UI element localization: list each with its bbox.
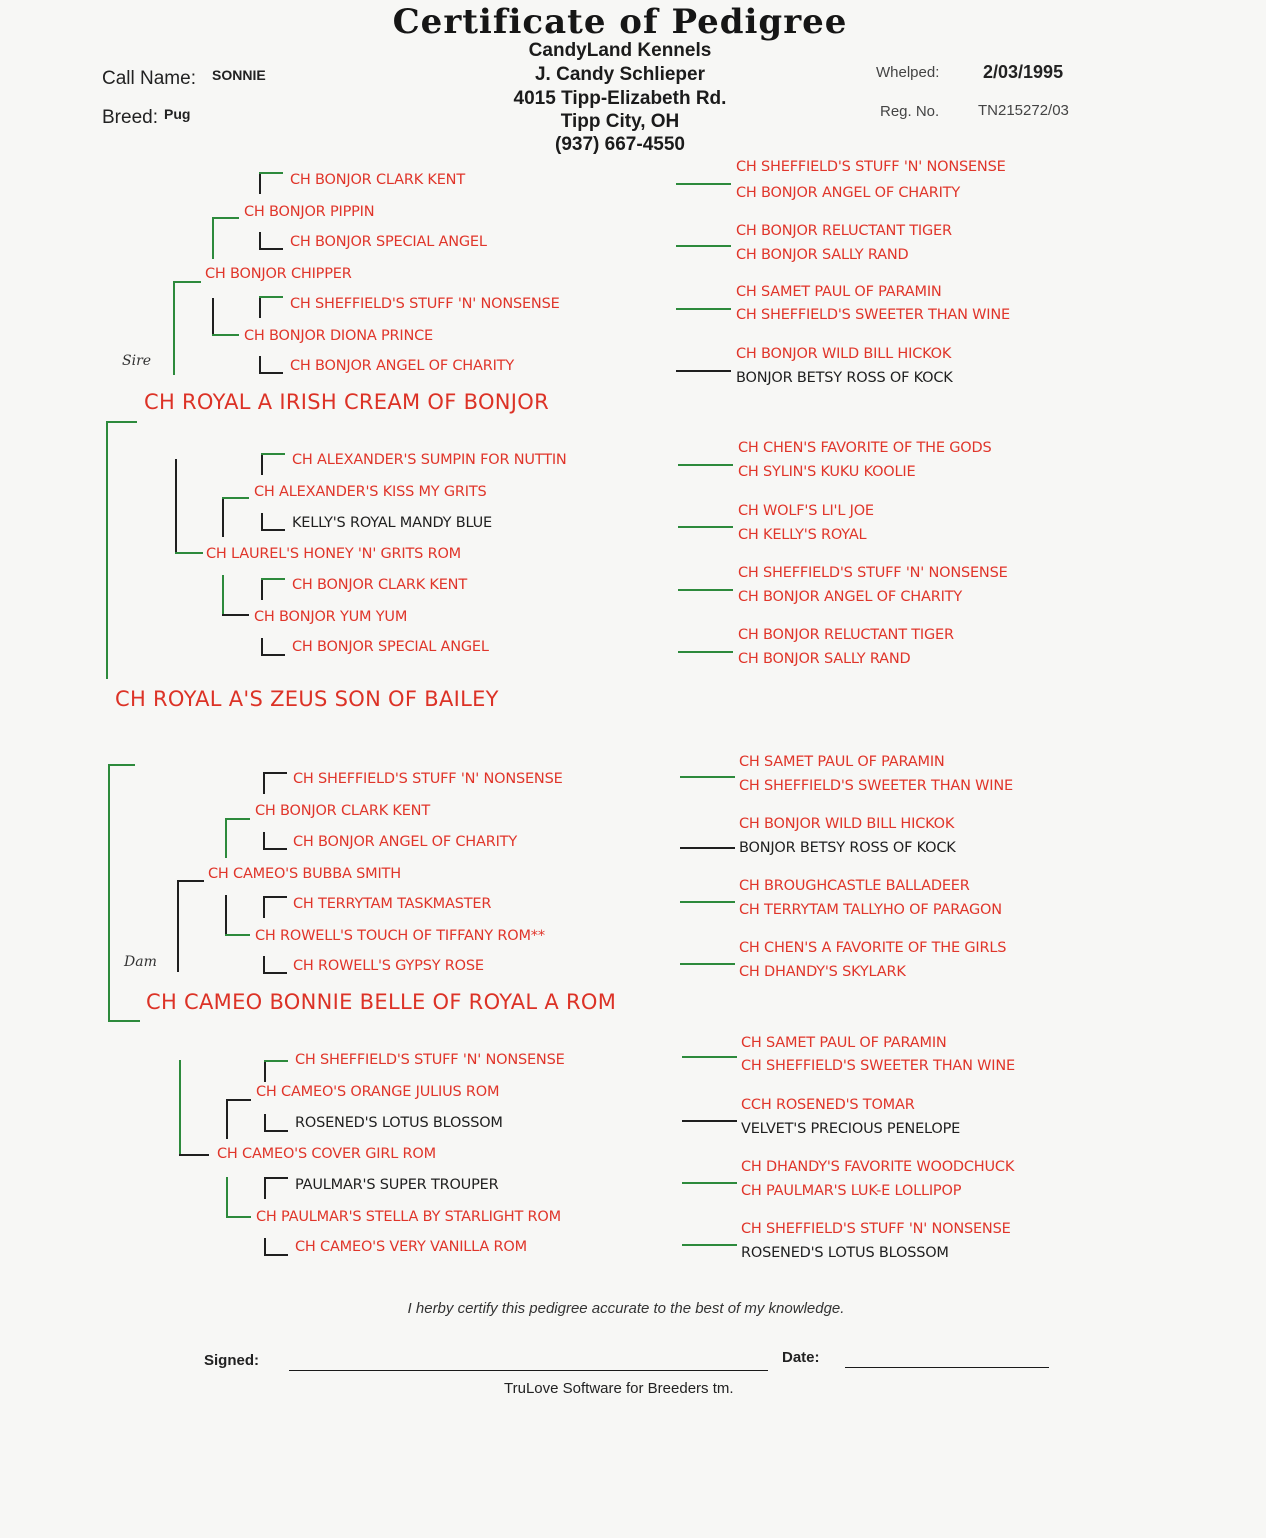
bracket-line <box>212 334 239 336</box>
bracket-line <box>108 1020 140 1022</box>
bracket-line <box>264 1254 288 1256</box>
fifth-gen-dam: ROSENED'S LOTUS BLOSSOM <box>741 1245 949 1261</box>
bracket-line <box>263 772 287 774</box>
certification-statement: I herby certify this pedigree accurate to the best of my knowledge. <box>407 1300 845 1317</box>
fifth-gen-dam: BONJOR BETSY ROSS OF KOCK <box>736 370 953 386</box>
bracket-line <box>106 421 108 679</box>
fifth-gen-dam: CH KELLY'S ROYAL <box>738 527 867 543</box>
ancestor-name: CH BONJOR ANGEL OF CHARITY <box>290 358 514 374</box>
bracket-line <box>225 934 250 936</box>
bracket-line <box>177 880 179 972</box>
connector-line <box>680 963 735 965</box>
bracket-line <box>226 1099 228 1139</box>
bracket-line <box>173 281 175 375</box>
fifth-gen-dam: CH PAULMAR'S LUK-E LOLLIPOP <box>741 1183 962 1199</box>
bracket-line <box>175 459 177 554</box>
ancestor-name: CH BONJOR ANGEL OF CHARITY <box>293 834 517 850</box>
call-name-value: SONNIE <box>212 67 266 83</box>
fifth-gen-sire: CCH ROSENED'S TOMAR <box>741 1097 915 1113</box>
ancestor-name: CH CAMEO'S COVER GIRL ROM <box>217 1146 436 1162</box>
bracket-line <box>226 1216 251 1218</box>
ancestor-name: CH LAUREL'S HONEY 'N' GRITS ROM <box>206 546 461 562</box>
ancestor-name: CH BONJOR YUM YUM <box>254 609 408 625</box>
bracket-line <box>177 880 204 882</box>
fifth-gen-sire: CH BROUGHCASTLE BALLADEER <box>739 878 970 894</box>
call-name-label: Call Name: <box>102 68 196 89</box>
fifth-gen-sire: CH SHEFFIELD'S STUFF 'N' NONSENSE <box>736 159 1006 175</box>
connector-line <box>682 1244 737 1246</box>
connector-line <box>680 776 735 778</box>
ancestor-name: CH ROWELL'S GYPSY ROSE <box>293 958 484 974</box>
ancestor-name: CH CAMEO'S ORANGE JULIUS ROM <box>256 1084 500 1100</box>
sire-label: Sire <box>122 353 152 369</box>
phone-number: (937) 667-4550 <box>555 134 685 155</box>
ancestor-name: CH TERRYTAM TASKMASTER <box>293 896 492 912</box>
bracket-line <box>263 848 287 850</box>
bracket-line <box>108 764 110 1022</box>
bracket-line <box>261 578 263 600</box>
bracket-line <box>263 972 287 974</box>
connector-line <box>678 651 733 653</box>
fifth-gen-dam: CH SHEFFIELD'S SWEETER THAN WINE <box>736 307 1010 323</box>
bracket-line <box>226 1177 228 1217</box>
ancestor-name: CH SHEFFIELD'S STUFF 'N' NONSENSE <box>290 296 560 312</box>
ancestor-name: CH BONJOR CLARK KENT <box>292 577 467 593</box>
kennel-name: CandyLand Kennels <box>528 40 712 61</box>
bracket-line <box>225 818 250 820</box>
connector-line <box>676 183 731 185</box>
reg-no-label: Reg. No. <box>880 103 940 120</box>
fifth-gen-dam: CH SHEFFIELD'S SWEETER THAN WINE <box>741 1058 1015 1074</box>
whelped-date: 2/03/1995 <box>983 62 1064 82</box>
fifth-gen-sire: CH DHANDY'S FAVORITE WOODCHUCK <box>741 1159 1015 1175</box>
fifth-gen-sire: CH SAMET PAUL OF PARAMIN <box>739 754 945 770</box>
bracket-line <box>263 772 265 794</box>
bracket-line <box>261 578 285 580</box>
connector-line <box>682 1120 737 1122</box>
bracket-line <box>259 248 283 250</box>
fifth-gen-dam: CH DHANDY'S SKYLARK <box>739 964 906 980</box>
certificate-title: Certificate of Pedigree <box>392 2 848 42</box>
ancestor-name: CH BONJOR DIONA PRINCE <box>244 328 434 344</box>
bracket-line <box>264 1130 288 1132</box>
fifth-gen-sire: CH SHEFFIELD'S STUFF 'N' NONSENSE <box>738 565 1008 581</box>
bracket-line <box>108 764 135 766</box>
connector-line <box>682 1182 737 1184</box>
software-credit: TruLove Software for Breeders tm. <box>504 1380 734 1397</box>
ancestor-name: CH SHEFFIELD'S STUFF 'N' NONSENSE <box>295 1052 565 1068</box>
fifth-gen-dam: CH BONJOR SALLY RAND <box>738 651 911 667</box>
bracket-line <box>261 453 285 455</box>
ancestor-name: CH BONJOR CLARK KENT <box>255 803 430 819</box>
dam-label: Dam <box>124 954 157 970</box>
bracket-line <box>259 296 261 318</box>
fifth-gen-dam: CH BONJOR SALLY RAND <box>736 247 909 263</box>
bracket-line <box>173 281 201 283</box>
bracket-line <box>259 172 261 194</box>
fifth-gen-dam: CH BONJOR ANGEL OF CHARITY <box>736 185 960 201</box>
fifth-gen-dam: CH SHEFFIELD'S SWEETER THAN WINE <box>739 778 1013 794</box>
connector-line <box>676 245 731 247</box>
fifth-gen-sire: CH CHEN'S FAVORITE OF THE GODS <box>738 440 992 456</box>
fifth-gen-sire: CH CHEN'S A FAVORITE OF THE GIRLS <box>739 940 1007 956</box>
bracket-line <box>106 421 137 423</box>
bracket-line <box>261 654 285 656</box>
fifth-gen-sire: CH BONJOR RELUCTANT TIGER <box>736 223 952 239</box>
fifth-gen-sire: CH BONJOR WILD BILL HICKOK <box>739 816 955 832</box>
reg-no-value: TN215272/03 <box>978 102 1069 119</box>
bracket-line <box>222 575 224 615</box>
bracket-line <box>179 1060 181 1156</box>
ancestor-name: CH BONJOR CHIPPER <box>205 266 352 282</box>
ancestor-name: PAULMAR'S SUPER TROUPER <box>295 1177 499 1193</box>
bracket-line <box>175 552 203 554</box>
bracket-line <box>212 217 214 259</box>
connector-line <box>678 526 733 528</box>
bracket-line <box>212 298 214 335</box>
ancestor-name: ROSENED'S LOTUS BLOSSOM <box>295 1115 503 1131</box>
ancestor-name: CH SHEFFIELD'S STUFF 'N' NONSENSE <box>293 771 563 787</box>
signature-line[interactable] <box>289 1370 768 1371</box>
subject-dog-name: CH ROYAL A'S ZEUS SON OF BAILEY <box>115 687 499 711</box>
fifth-gen-dam: VELVET'S PRECIOUS PENELOPE <box>741 1121 961 1137</box>
fifth-gen-dam: CH SYLIN'S KUKU KOOLIE <box>738 464 916 480</box>
ancestor-name: CH BONJOR SPECIAL ANGEL <box>292 639 489 655</box>
connector-line <box>680 901 735 903</box>
bracket-line <box>222 497 249 499</box>
fifth-gen-sire: CH SAMET PAUL OF PARAMIN <box>736 284 942 300</box>
ancestor-name: CH ROWELL'S TOUCH OF TIFFANY ROM** <box>255 928 545 944</box>
dam-name: CH CAMEO BONNIE BELLE OF ROYAL A ROM <box>146 990 617 1014</box>
bracket-line <box>259 172 283 174</box>
bracket-line <box>259 372 283 374</box>
connector-line <box>676 308 731 310</box>
bracket-line <box>264 1177 266 1199</box>
bracket-line <box>222 614 249 616</box>
fifth-gen-sire: CH SHEFFIELD'S STUFF 'N' NONSENSE <box>741 1221 1011 1237</box>
ancestor-name: CH ALEXANDER'S KISS MY GRITS <box>254 484 487 500</box>
bracket-line <box>226 1099 251 1101</box>
bracket-line <box>261 529 285 531</box>
city-state: Tipp City, OH <box>560 111 680 132</box>
bracket-line <box>259 296 283 298</box>
ancestor-name: CH ALEXANDER'S SUMPIN FOR NUTTIN <box>292 452 567 468</box>
bracket-line <box>263 896 287 898</box>
fifth-gen-dam: CH TERRYTAM TALLYHO OF PARAGON <box>739 902 1002 918</box>
ancestor-name: CH CAMEO'S VERY VANILLA ROM <box>295 1239 527 1255</box>
date-label: Date: <box>782 1349 820 1366</box>
fifth-gen-dam: BONJOR BETSY ROSS OF KOCK <box>739 840 956 856</box>
bracket-line <box>225 818 227 858</box>
connector-line <box>680 847 735 849</box>
connector-line <box>678 589 733 591</box>
connector-line <box>682 1056 737 1058</box>
bracket-line <box>222 497 224 537</box>
date-line[interactable] <box>845 1367 1049 1368</box>
fifth-gen-sire: CH BONJOR WILD BILL HICKOK <box>736 346 952 362</box>
fifth-gen-sire: CH BONJOR RELUCTANT TIGER <box>738 627 954 643</box>
ancestor-name: CH CAMEO'S BUBBA SMITH <box>208 866 401 882</box>
owner-name: J. Candy Schlieper <box>534 64 705 85</box>
sire-name: CH ROYAL A IRISH CREAM OF BONJOR <box>144 390 550 414</box>
bracket-line <box>263 896 265 918</box>
ancestor-name: CH BONJOR CLARK KENT <box>290 172 465 188</box>
bracket-line <box>212 217 239 219</box>
fifth-gen-sire: CH WOLF'S LI'L JOE <box>738 503 874 519</box>
connector-line <box>676 370 731 372</box>
fifth-gen-dam: CH BONJOR ANGEL OF CHARITY <box>738 589 962 605</box>
ancestor-name: CH BONJOR PIPPIN <box>244 204 375 220</box>
bracket-line <box>261 453 263 475</box>
bracket-line <box>264 1177 288 1179</box>
breed-label: Breed: <box>102 107 158 128</box>
bracket-line <box>264 1060 266 1082</box>
bracket-line <box>264 1060 288 1062</box>
fifth-gen-sire: CH SAMET PAUL OF PARAMIN <box>741 1035 947 1051</box>
street-address: 4015 Tipp-Elizabeth Rd. <box>513 88 727 109</box>
ancestor-name: CH BONJOR SPECIAL ANGEL <box>290 234 487 250</box>
ancestor-name: CH PAULMAR'S STELLA BY STARLIGHT ROM <box>256 1209 561 1225</box>
breed-value: Pug <box>164 106 191 122</box>
bracket-line <box>225 895 227 935</box>
ancestor-name: KELLY'S ROYAL MANDY BLUE <box>292 515 492 531</box>
bracket-line <box>179 1154 209 1156</box>
connector-line <box>678 464 733 466</box>
whelped-label: Whelped: <box>876 64 940 81</box>
signed-label: Signed: <box>204 1352 259 1369</box>
